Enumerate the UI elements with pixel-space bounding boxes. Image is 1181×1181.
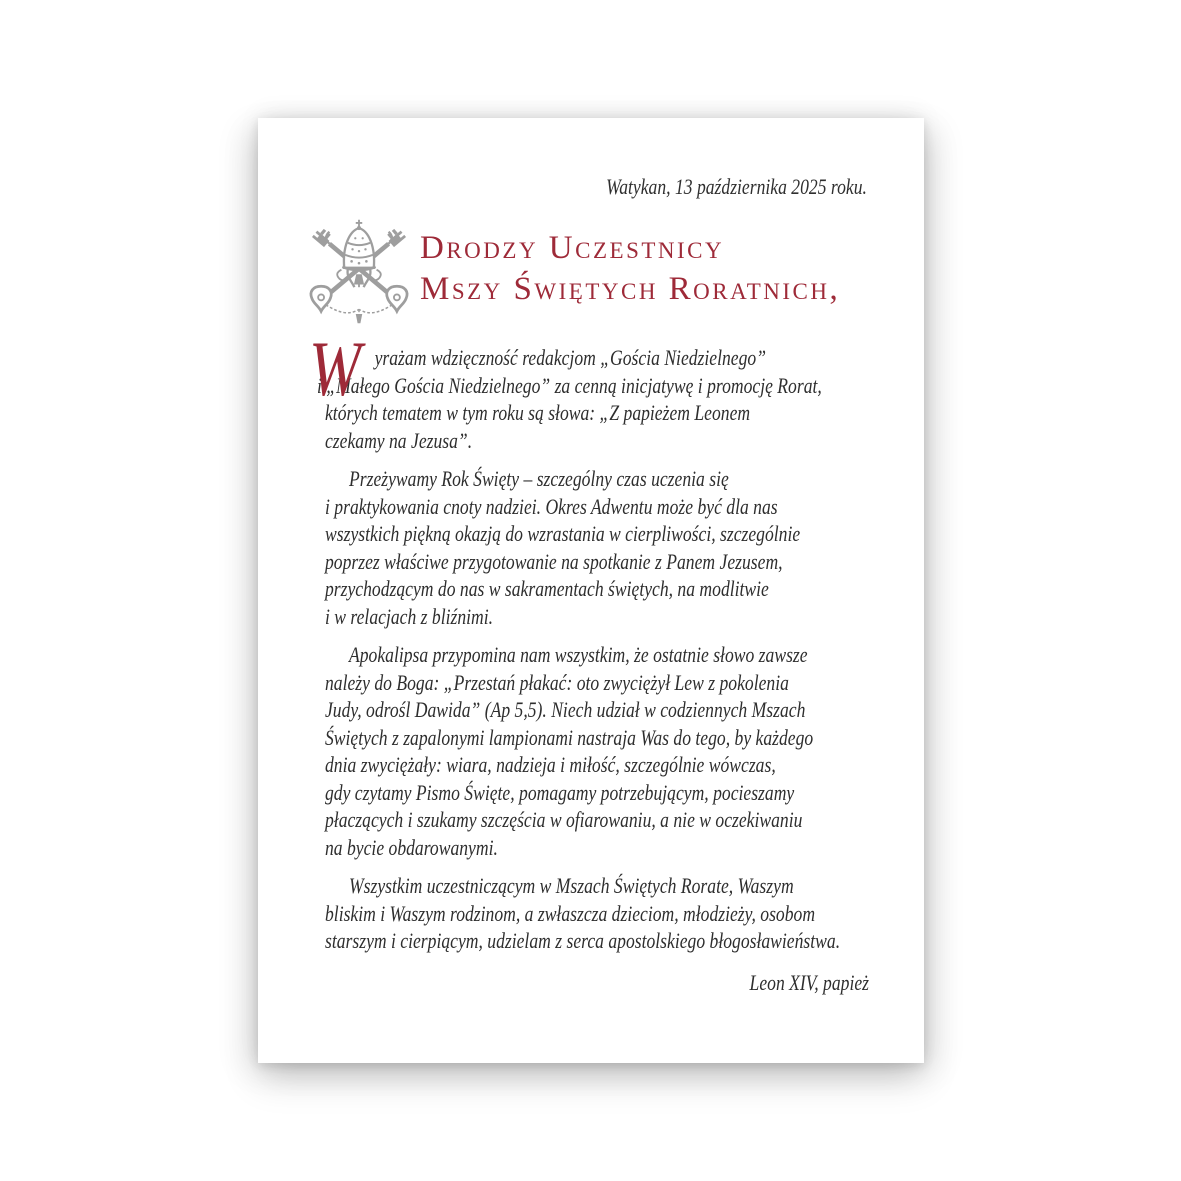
drop-cap: W <box>309 325 361 412</box>
letter-page <box>258 118 924 1063</box>
text-line: starszym i cierpiącym, udzielam z serca apostolskiego błogosławieństwa. <box>325 928 841 953</box>
text-line: i „Małego Gościa Niedzielnego” za cenną inicjatywę i promocję Rorat, <box>317 372 822 398</box>
text-line: Świętych z zapalonymi lampionami nastraja Was do tego, by każdego <box>325 724 814 750</box>
signature: Leon XIV, papież <box>749 969 869 995</box>
text-line: płaczących i szukamy szczęścia w ofiarowaniu, a nie w oczekiwaniu <box>325 807 803 832</box>
text-line: poprzez właściwe przygotowanie na spotkanie z Panem Jezusem, <box>325 548 783 574</box>
text-line: należy do Boga: „Przestań płakać: oto zwyciężył Lew z pokolenia <box>325 669 789 695</box>
paragraph <box>325 465 869 630</box>
salutation-line-2: Mszy Świętych Roratnich, <box>420 271 841 307</box>
text-line: dnia zwyciężały: wiara, nadzieja i miłość, szczególnie wówczas, <box>325 752 776 777</box>
paragraph <box>325 641 869 861</box>
text-line: i praktykowania cnoty nadziei. Okres Adwentu może być dla nas <box>325 493 778 519</box>
dateline: Watykan, 13 października 2025 roku. <box>606 174 867 199</box>
papal-tiara-crossed-keys-icon <box>298 216 420 327</box>
text-line: Przeżywamy Rok Święty – szczególny czas uczenia się <box>349 466 729 491</box>
text-line: Wszystkim uczestniczącym w Mszach Świętych Rorate, Waszym <box>349 873 794 898</box>
text-line: yrażam wdzięczność redakcjom „Gościa Niedzielnego” <box>374 345 766 370</box>
text-line: których tematem w tym roku są słowa: „Z papieżem Leonem <box>325 400 751 425</box>
salutation-heading <box>420 228 840 310</box>
text-line: Judy, odrośl Dawida” (Ap 5,5). Niech udział w codziennych Mszach <box>325 697 806 722</box>
text-line: przychodzącym do nas w sakramentach świętych, na modlitwie <box>325 576 769 601</box>
text-line: gdy czytamy Pismo Święte, pomagamy potrzebującym, pocieszamy <box>325 779 795 805</box>
salutation-line-1: Drodzy Uczestnicy <box>420 230 725 266</box>
text-line: wszystkich piękną okazją do wzrastania w cierpliwości, szczególnie <box>325 521 801 546</box>
text-line: czekamy na Jezusa”. <box>325 427 473 453</box>
text-line: Apokalipsa przypomina nam wszystkim, że ostatnie słowo zawsze <box>349 642 808 667</box>
paragraph <box>309 325 869 454</box>
text-line: na bycie obdarowanymi. <box>325 834 498 860</box>
text-line: bliskim i Waszym rodzinom, a zwłaszcza dzieciom, młodzieży, osobom <box>325 900 816 926</box>
text-line: i w relacjach z bliźnimi. <box>325 603 494 629</box>
paragraph <box>325 872 869 955</box>
letter-body <box>309 325 869 996</box>
